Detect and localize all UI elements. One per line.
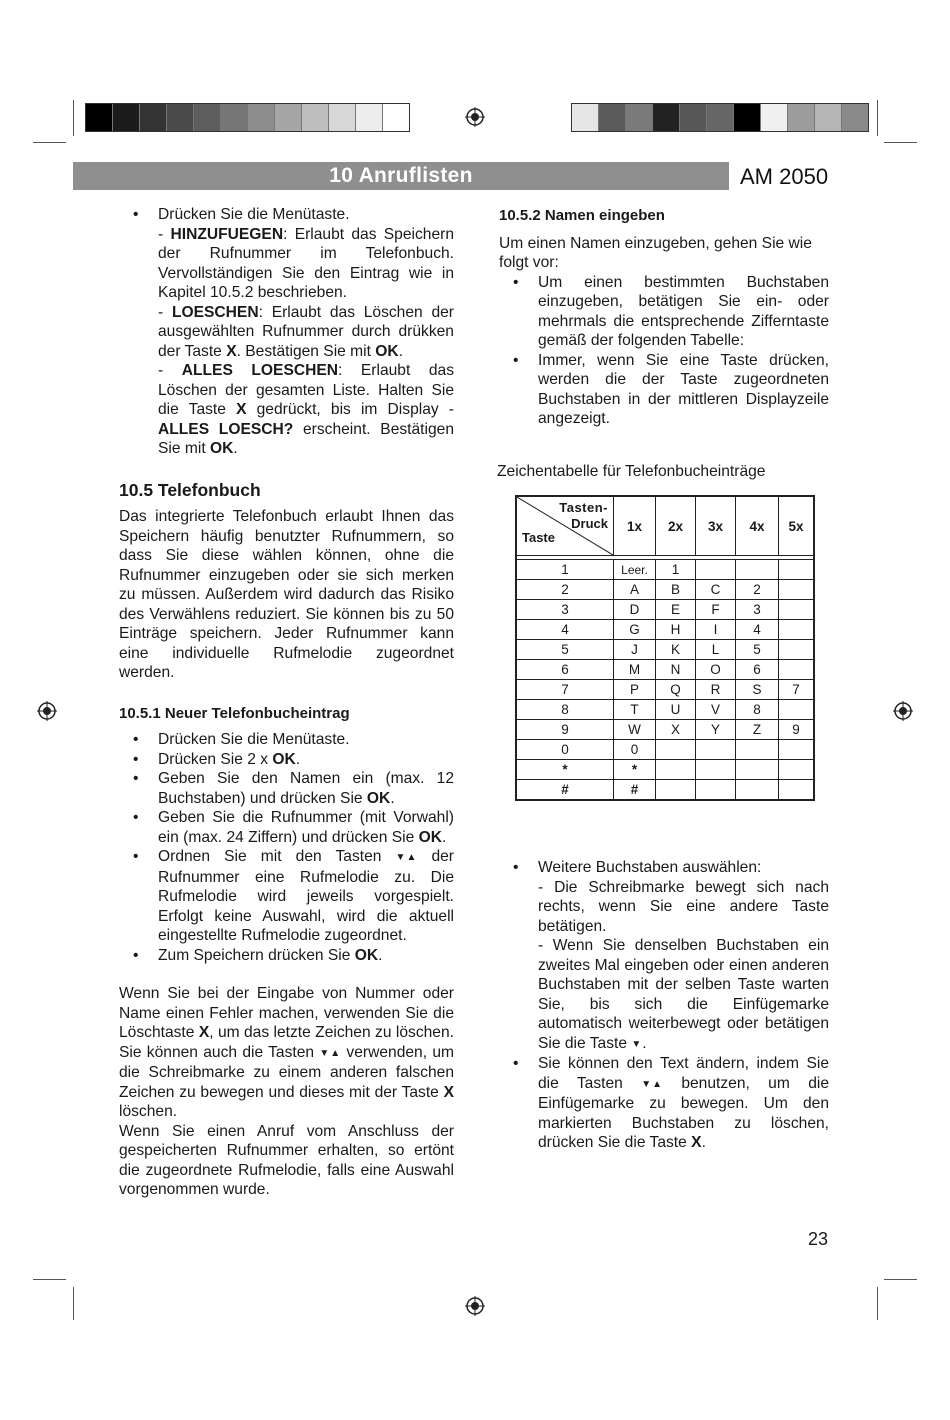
table-cell <box>736 740 779 760</box>
table-key-cell: 7 <box>516 680 614 700</box>
table-cell: Leer. <box>614 560 656 580</box>
list-item: • Zum Speichern drücken Sie OK. <box>133 946 383 964</box>
table-row <box>516 560 814 580</box>
table-row <box>516 780 814 801</box>
table-cell: P <box>614 680 656 700</box>
table-cell: 6 <box>736 660 779 680</box>
table-cell: N <box>656 660 696 680</box>
table-cell: 1 <box>656 560 696 580</box>
section-heading-10-5-1: 10.5.1 Neuer Telefonbucheintrag <box>119 704 350 722</box>
table-cell <box>779 700 815 720</box>
intro-paragraph: Um einen Namen einzugeben, gehen Sie wie folgt vor: <box>499 234 812 271</box>
table-key-cell: 8 <box>516 700 614 720</box>
list-item: • Geben Sie den Namen ein (max. 12 Buchstaben) und drücken Sie OK. <box>133 770 454 807</box>
section-heading-10-5: 10.5 Telefonbuch <box>119 479 261 500</box>
table-cell <box>779 760 815 780</box>
chapter-title: 10 Anruflisten <box>329 164 473 187</box>
right-column <box>499 206 829 429</box>
table-header-cell: 1x <box>614 496 656 556</box>
table-key-cell: 5 <box>516 640 614 660</box>
table-cell: F <box>696 600 736 620</box>
registration-mark-icon <box>37 701 57 721</box>
left-column <box>119 205 454 1200</box>
table-cell: J <box>614 640 656 660</box>
table-cell <box>696 560 736 580</box>
table-cell: S <box>736 680 779 700</box>
table-row <box>516 600 814 620</box>
table-row <box>516 660 814 680</box>
table-cell <box>656 740 696 760</box>
registration-mark-icon <box>465 1296 485 1316</box>
character-table <box>515 495 815 801</box>
table-cell: X <box>656 720 696 740</box>
table-row <box>516 740 814 760</box>
table-cell <box>779 580 815 600</box>
table-caption: Zeichentabelle für Telefonbucheinträge <box>497 463 766 480</box>
list-item: • Immer, wenn Sie eine Taste drücken, werden die der Taste zugeordneten Buchstaben in der mittleren Displayzeile angezeigt. <box>513 351 829 427</box>
registration-mark-icon <box>893 701 913 721</box>
table-cell <box>779 660 815 680</box>
table-cell: E <box>656 600 696 620</box>
chapter-header-bar <box>73 162 729 190</box>
section-heading-10-5-2: 10.5.2 Namen eingeben <box>499 207 665 224</box>
table-cell: L <box>696 640 736 660</box>
corner-label-mid: Druck <box>571 516 608 531</box>
crop-mark <box>877 100 878 136</box>
table-cell: T <box>614 700 656 720</box>
table-cell: Q <box>656 680 696 700</box>
option-delete-all: - ALLES LOESCHEN: Erlaubt das Löschen der gesamten Liste. Halten Sie die Taste X gedrückt, bis im Display - ALLES LOESCH? erscheint. Bestätigen Sie mit OK. <box>158 362 455 457</box>
down-arrow-icon: ▼ <box>631 1038 643 1050</box>
table-cell: Z <box>736 720 779 740</box>
corner-label-top: Tasten- <box>559 500 608 515</box>
table-cell <box>736 780 779 801</box>
color-bar-right <box>571 103 869 132</box>
more-letters-title: Weitere Buchstaben auswählen: <box>538 859 762 876</box>
table-cell: C <box>696 580 736 600</box>
table-row <box>516 680 814 700</box>
table-row <box>516 700 814 720</box>
table-row <box>516 620 814 640</box>
table-cell: D <box>614 600 656 620</box>
table-cell <box>779 740 815 760</box>
table-row <box>516 720 814 740</box>
list-item: • Geben Sie die Rufnummer (mit Vorwahl) ein (max. 24 Ziffern) und drücken Sie OK. <box>133 809 454 846</box>
table-key-cell: 3 <box>516 600 614 620</box>
crop-mark <box>33 1279 66 1280</box>
list-item: • Ordnen Sie mit den Tasten ▼▲ der Rufnummer eine Rufmelodie zu. Die Rufmelodie wird jeweils vorgespielt. Erfolgt keine Auswahl, wird die aktuell eingestellte Rufmelodie zugeordnet. <box>133 848 454 944</box>
table-cell <box>779 640 815 660</box>
table-cell: 9 <box>779 720 815 740</box>
list-item: • Drücken Sie 2 x OK. <box>133 750 301 768</box>
table-cell <box>779 780 815 801</box>
table-cell <box>779 600 815 620</box>
more-letters-p2: - Wenn Sie denselben Buchstaben ein zweites Mal eingeben oder einen anderen Buchstaben mit der selben Taste warten Sie, bis sich die Einfügemarke automatisch weiterbewegt oder betätigen Sie die Taste ▼. <box>538 936 829 1054</box>
table-key-cell: 4 <box>516 620 614 640</box>
table-row <box>516 760 814 780</box>
list-item: • Sie können den Text ändern, indem Sie die Tasten ▼▲ benutzen, um die Einfügemarke zu bewegen. Um den markierten Buchstaben zu löschen, drücken Sie die Taste X. <box>513 1055 830 1151</box>
table-cell: # <box>614 780 656 801</box>
table-key-cell: 1 <box>516 560 614 580</box>
option-delete: - LOESCHEN: Erlaubt das Löschen der ausgewählten Rufnummer durch drükken der Taste X. Bestätigen Sie mit OK. <box>158 303 454 360</box>
down-up-arrow-icon: ▼▲ <box>641 1078 663 1090</box>
list-item: • Drücken Sie die Menütaste. - HINZUFUEGEN: Erlaubt das Speichern der Rufnummer im Telefonbuch. Vervollständigen Sie den Eintrag wie in Kapitel 10.5.2 beschrieben. - LOESCHEN: Erlaubt das Löschen der ausgewählten Rufnummer durch drükken der Taste X. Bestätigen Sie mit OK. - ALLES LOESCHEN: Erlaubt das Löschen der gesamten Liste. Halten Sie die Taste X gedrückt, bis im Display - ALLES LOESCH? erscheint. Bestätigen Sie mit OK. <box>133 206 455 457</box>
table-cell: M <box>614 660 656 680</box>
table-cell <box>779 620 815 640</box>
table-cell: R <box>696 680 736 700</box>
option-add: - HINZUFUEGEN: Erlaubt das Speichern der Rufnummer im Telefonbuch. Vervollständigen Sie den Eintrag wie in Kapitel 10.5.2 beschrieben. <box>158 225 454 301</box>
table-body <box>516 560 814 801</box>
table-cell: W <box>614 720 656 740</box>
table-cell: 2 <box>736 580 779 600</box>
table-cell: H <box>656 620 696 640</box>
crop-mark <box>73 1287 74 1320</box>
crop-mark <box>33 142 66 143</box>
table-header-row <box>516 496 814 556</box>
grey-scale-bar-left <box>85 103 410 132</box>
table-cell: Y <box>696 720 736 740</box>
registration-mark-icon <box>465 107 485 127</box>
table-key-cell: 6 <box>516 660 614 680</box>
table-cell: G <box>614 620 656 640</box>
table-cell: O <box>696 660 736 680</box>
table-cell: 0 <box>614 740 656 760</box>
table-key-cell: 2 <box>516 580 614 600</box>
table-cell: I <box>696 620 736 640</box>
list-item: • Drücken Sie die Menütaste. <box>133 731 350 748</box>
table-key-cell: 0 <box>516 740 614 760</box>
table-cell: 8 <box>736 700 779 720</box>
table-cell <box>656 780 696 801</box>
crop-mark <box>884 142 917 143</box>
menu-intro: Drücken Sie die Menütaste. <box>158 206 350 223</box>
table-cell: K <box>656 640 696 660</box>
table-cell <box>736 560 779 580</box>
table-cell: V <box>696 700 736 720</box>
down-up-arrow-icon: ▼▲ <box>319 1047 342 1059</box>
table-corner-cell <box>516 496 614 556</box>
table-cell <box>656 760 696 780</box>
table-cell: 7 <box>779 680 815 700</box>
list-item: • Um einen bestimmten Buchstaben einzugeben, betätigen Sie ein- oder mehrmals die entsprechende Zifferntaste gemäß der folgenden Tabelle: <box>513 273 829 349</box>
table-cell: * <box>614 760 656 780</box>
right-column-bottom <box>499 858 829 1153</box>
table-row <box>516 640 814 660</box>
table-header-cell: 5x <box>779 496 815 556</box>
section-paragraph: Das integrierte Telefonbuch erlaubt Ihnen das Speichern häufig benutzter Rufnummern, so dass Sie diese wählen können, ohne die Rufnummer einzugeben oder sie sich merken zu müssen. Außerdem wird dadurch das Risiko des Verwählens reduziert. Sie können bis zu 50 Einträge speichern. Jeder Rufnummer kann eine individuelle Rufmelodie zugeordnet werden. <box>119 508 454 681</box>
table-cell: U <box>656 700 696 720</box>
table-cell: A <box>614 580 656 600</box>
table-cell <box>696 760 736 780</box>
table-key-cell: * <box>516 760 614 780</box>
table-cell <box>696 740 736 760</box>
table-cell <box>779 560 815 580</box>
table-header-cell: 3x <box>696 496 736 556</box>
list-item: • Weitere Buchstaben auswählen: - Die Schreibmarke bewegt sich nach rechts, wenn Sie eine andere Taste betätigen. - Wenn Sie denselben Buchstaben ein zweites Mal eingeben oder einen anderen Buchstaben mit der selben Taste warten Sie, bis sich die Einfügemarke automatisch weiterbewegt oder betätigen Sie die Taste ▼. <box>499 858 829 1054</box>
table-header-cell: 2x <box>656 496 696 556</box>
crop-mark <box>73 100 74 136</box>
table-header-cell: 4x <box>736 496 779 556</box>
table-row <box>516 580 814 600</box>
table-cell <box>736 760 779 780</box>
corner-label-bottom: Taste <box>522 530 555 545</box>
model-name: AM 2050 <box>740 164 829 189</box>
crop-mark <box>877 1287 878 1320</box>
ringtone-paragraph: Wenn Sie einen Anruf vom Anschluss der gespeicherten Rufnummer erhalten, so ertönt die zugeordnete Rufmelodie, falls eine Auswahl vorgenommen wurde. <box>119 1122 454 1198</box>
page-number: 23 <box>808 1229 829 1249</box>
table-cell: 5 <box>736 640 779 660</box>
table-cell: B <box>656 580 696 600</box>
table-cell <box>696 780 736 801</box>
more-letters-p1: - Die Schreibmarke bewegt sich nach rechts, wenn Sie eine andere Taste betätigen. <box>538 878 829 935</box>
table-key-cell: 9 <box>516 720 614 740</box>
table-key-cell: # <box>516 780 614 801</box>
table-cell: 3 <box>736 600 779 620</box>
crop-mark <box>884 1279 917 1280</box>
down-up-arrow-icon: ▼▲ <box>395 852 418 863</box>
table-cell: 4 <box>736 620 779 640</box>
correction-paragraph: Wenn Sie bei der Eingabe von Nummer oder Name einen Fehler machen, verwenden Sie die Löschtaste X, um das letzte Zeichen zu löschen. Sie können auch die Tasten ▼▲ verwenden, um die Schreibmarke zu einem anderen falschen Zeichen zu bewegen und dieses mit der Taste X löschen. <box>119 985 454 1120</box>
